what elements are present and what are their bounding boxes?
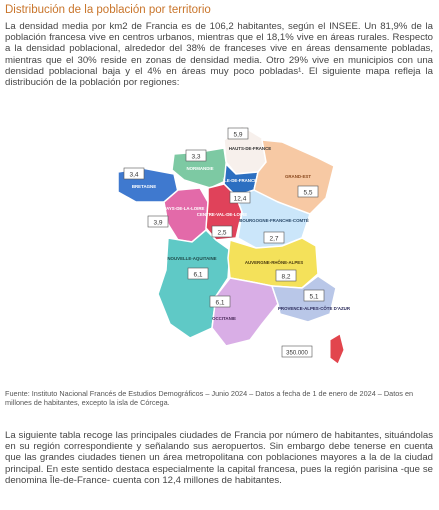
region-name-bourgogne-franche-comte: BOURGOGNE-FRANCHE-COMTÉ bbox=[239, 218, 309, 223]
value-label-hauts-de-france bbox=[228, 128, 248, 139]
svg-text:2,7: 2,7 bbox=[269, 235, 279, 243]
svg-text:350.000: 350.000 bbox=[286, 350, 308, 357]
france-population-map bbox=[112, 118, 352, 366]
region-name-ile-de-france: ÎLE-DE-FRANCE bbox=[222, 178, 258, 183]
region-occitanie bbox=[212, 278, 278, 346]
value-label-bretagne bbox=[124, 168, 144, 179]
svg-text:12,4: 12,4 bbox=[233, 195, 247, 203]
value-label-corse bbox=[282, 346, 312, 357]
svg-text:5,1: 5,1 bbox=[309, 293, 319, 301]
section-title: Distribución de la población por territorio bbox=[5, 4, 211, 16]
region-name-occitanie: OCCITANIE bbox=[212, 316, 236, 321]
svg-text:3,3: 3,3 bbox=[191, 153, 201, 161]
intro-paragraph: La densidad media por km2 de Francia es de 106,2 habitantes, según el INSEE. Un 81,9% de la población francesa vive en centros urbanos, mientras que el 18,1% vive en áreas rurales. Respecto a la densidad poblacional, alrededor del 38% de franceses vive en áreas densamente pobladas, mientras que el 30% reside en zonas de densidad media. Otro 29% vive en municipios con una densidad poblacional baja y el 4% en áreas muy poco pobladas¹. El siguiente mapa refleja la distribución de la población por regiones: bbox=[5, 21, 433, 89]
value-label-occitanie bbox=[210, 296, 230, 307]
svg-text:5,9: 5,9 bbox=[233, 131, 243, 139]
region-name-grand-est: GRAND-EST bbox=[284, 174, 312, 179]
outro-paragraph: La siguiente tabla recoge las principales ciudades de Francia por número de habitantes, situándolas en su región correspondiente y señalando sus aeropuertos. Sin embargo debe tenerse en cuenta que las grandes ciudades tienen un área metropolitana con poblaciones mayores a la de la ciudad principal. En este sentido destaca especialmente la capital francesa, pues la región parisina -que se denomina Île-de-France- cuenta con 12,4 millones de habitantes. bbox=[5, 430, 433, 486]
svg-text:8,2: 8,2 bbox=[281, 273, 291, 281]
region-name-centre-val-de-loire: CENTRE-VAL-DE-LOIRE bbox=[196, 212, 248, 217]
region-name-normandie: NORMANDIE bbox=[186, 166, 214, 171]
value-label-pays-de-la-loire bbox=[148, 216, 168, 227]
region-name-pays-de-la-loire: PAYS-DE-LA-LOIRE bbox=[163, 206, 205, 211]
value-label-bourgogne-franche-comte bbox=[264, 232, 284, 243]
value-label-normandie bbox=[186, 150, 206, 161]
region-name-auvergne-rhone-alpes: AUVERGNE-RHÔNE-ALPES bbox=[244, 260, 304, 265]
region-name-paca: PROVENCE-ALPES-CÔTE D'AZUR bbox=[277, 306, 351, 311]
value-label-ile-de-france bbox=[230, 192, 250, 203]
value-label-nouvelle-aquitaine bbox=[188, 268, 208, 279]
source-note: Fuente: Instituto Nacional Francés de Estudios Demográficos – Junio 2024 – Datos a fecha de 1 de enero de 2024 – Datos en millones de habitantes, excepto la isla de Córcega. bbox=[5, 389, 414, 407]
value-label-paca bbox=[304, 290, 324, 301]
svg-text:6,1: 6,1 bbox=[215, 299, 225, 307]
value-label-auvergne-rhone-alpes bbox=[276, 270, 296, 281]
region-name-hauts-de-france: HAUTS-DE-FRANCE bbox=[228, 146, 272, 151]
value-label-grand-est bbox=[298, 186, 318, 197]
svg-text:6,1: 6,1 bbox=[193, 271, 203, 279]
svg-text:3,9: 3,9 bbox=[153, 219, 163, 227]
value-label-centre-val-de-loire bbox=[212, 226, 232, 237]
region-corse bbox=[330, 334, 344, 364]
svg-text:3,4: 3,4 bbox=[129, 171, 139, 179]
svg-text:5,5: 5,5 bbox=[303, 189, 313, 197]
svg-text:2,5: 2,5 bbox=[217, 229, 227, 237]
region-name-nouvelle-aquitaine: NOUVELLE-AQUITAINE bbox=[167, 256, 217, 261]
region-name-bretagne: BRETAGNE bbox=[131, 184, 157, 189]
